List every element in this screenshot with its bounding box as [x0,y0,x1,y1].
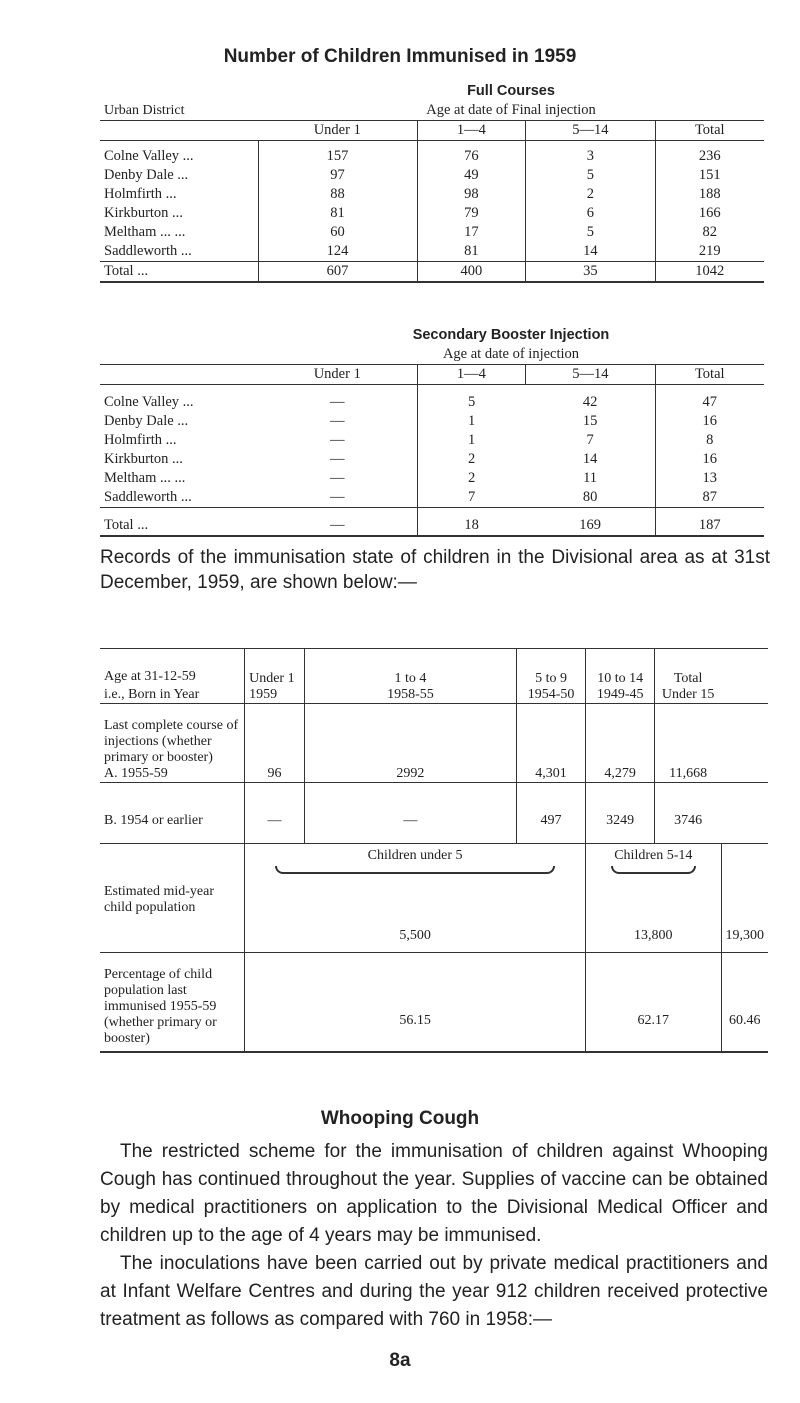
col-header: 5—14 [526,121,655,141]
booster-table [100,326,764,537]
table-row: Colne Valley ... — 5 42 47 [100,393,764,412]
whooping-paragraph-2: The inoculations have been carried out by private medical practitioners and at Infant Welfare Centres and during the year 912 children received protective treatment as follows as compared with 760 in 1958:— [100,1253,768,1330]
total-label: Total ... [100,516,258,536]
born-header: i.e., Born in Year [104,687,200,702]
col-year: 1958-55 [387,687,434,702]
district-name: Saddleworth ... [100,488,258,508]
last-course-label: Last complete course of injections (whether primary or booster) [104,718,239,765]
col-year: 1959 [249,687,278,702]
population-value: 19,300 [721,844,768,953]
district-name: Kirkburton ... [104,205,183,221]
table-row: Saddleworth ... — 7 80 87 [100,488,764,508]
full-courses-table [100,82,764,283]
col-header: 1—4 [417,121,526,141]
district-name: Kirkburton ... [104,451,183,467]
table-row: Meltham ... ... 60 17 5 82 [100,223,764,242]
row-a-value: 2992 [304,704,516,783]
booster-heading: Secondary Booster Injection [412,327,610,343]
row-a-label: A. 1955-59 [104,766,168,781]
total-row: Total ... 607 400 35 1042 [100,262,764,283]
age-header: Age at 31-12-59 [104,669,196,684]
population-label: Estimated mid-year child population [104,884,215,915]
district-name: Meltham ... ... [104,224,186,240]
page-title: Number of Children Immunised in 1959 [223,46,577,67]
page-number: 8a [389,1350,411,1371]
row-b-label: B. 1954 or earlier [104,813,203,828]
col-year: 1954-50 [527,687,575,702]
col-header: 5—14 [526,365,655,385]
5-14-label: Children 5-14 [614,848,693,863]
under-5-label: Children under 5 [367,848,463,863]
population-value: 13,800 [634,928,673,943]
district-name: Denby Dale ... [104,413,189,429]
brace-icon [275,866,555,874]
table-row: Kirkburton ... 81 79 6 166 [100,204,764,223]
booster-subheading: Age at date of injection [258,345,764,365]
row-b-value: 497 [516,783,585,844]
col-header: 1—4 [417,365,526,385]
district-name: Meltham ... ... [104,470,186,486]
district-name: Colne Valley ... [104,148,194,164]
table-row: Holmfirth ... 88 98 2 188 [100,185,764,204]
total-label: Total ... [100,262,258,283]
col-age: Under 1 [249,671,295,686]
percentage-value: 62.17 [586,953,721,1053]
row-b-value: 3249 [586,783,655,844]
district-name: Saddleworth ... [100,242,258,262]
col-header: Total [655,365,764,385]
col-header: Total [655,121,764,141]
row-a-value: 4,301 [516,704,585,783]
whooping-heading: Whooping Cough [320,1108,480,1129]
table-row: Denby Dale ... 97 49 5 151 [100,166,764,185]
records-table [100,648,768,1053]
urban-district-header: Urban District [100,101,258,121]
col-age: Total Under 15 [655,649,721,704]
district-name: Holmfirth ... [104,186,177,202]
col-age: 5 to 9 [535,671,567,686]
brace-icon [611,866,695,874]
population-value: 5,500 [399,928,431,943]
records-caption: Records of the immunisation state of children in the Divisional area as at 31st December, 1959, are shown below:— [100,547,770,593]
col-header: Under 1 [258,121,417,141]
row-b-value: — [304,783,516,844]
district-name: Colne Valley ... [104,394,194,410]
district-name: Denby Dale ... [104,167,189,183]
percentage-value: 60.46 [721,953,768,1053]
col-age: 10 to 14 [597,671,644,686]
table-row: Meltham ... ... — 2 11 13 [100,469,764,488]
table-row: Holmfirth ... — 1 7 8 [100,431,764,450]
col-year: 1949-45 [596,687,644,702]
table-row: Saddleworth ... 124 81 14 219 [100,242,764,262]
whooping-paragraph-1: The restricted scheme for the immunisation of children against Whooping Cough has continued throughout the year. Supplies of vaccine can be obtained by medical practitioners on application to the Divisional Medical Officer and children up to the age of 4 years may be immunised. [100,1141,768,1246]
col-header: Under 1 [258,365,417,385]
full-courses-subheading: Age at date of Final injection [258,101,764,121]
full-courses-heading: Full Courses [467,83,555,99]
total-row: Total ... — 18 169 187 [100,516,764,536]
row-b-value: 3746 [655,783,721,844]
row-a-value: 4,279 [586,704,655,783]
table-row: Denby Dale ... — 1 15 16 [100,412,764,431]
district-name: Holmfirth ... [104,432,177,448]
percentage-label: Percentage of child population last immunised 1955-59 (whether primary or booster) [104,967,217,1046]
percentage-value: 56.15 [245,953,586,1053]
table-row: Colne Valley ... 157 76 3 236 [100,147,764,166]
row-a-value: 11,668 [655,704,721,783]
row-a-value: 96 [245,704,305,783]
row-b-value: — [245,783,305,844]
table-row: Kirkburton ... — 2 14 16 [100,450,764,469]
col-age: 1 to 4 [394,671,427,686]
